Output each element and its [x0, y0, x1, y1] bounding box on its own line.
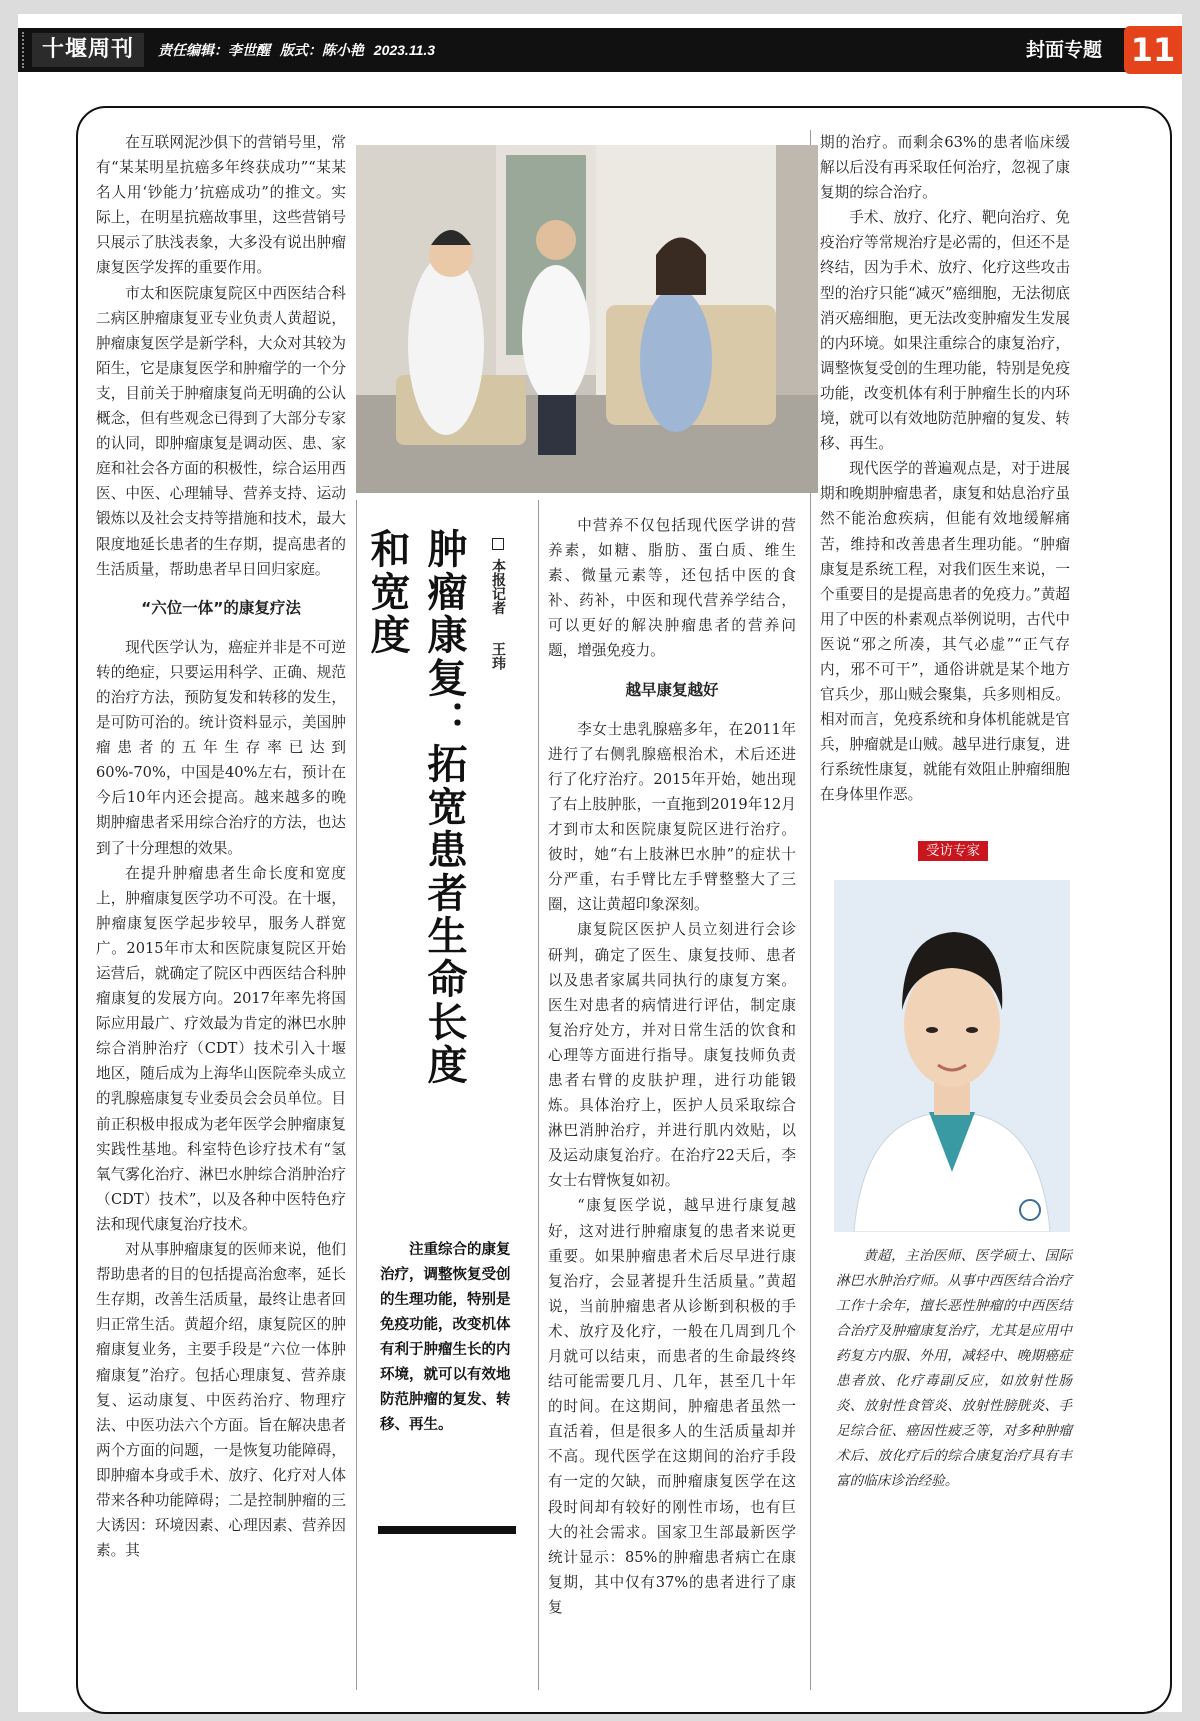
expert-tag: 受访专家 — [918, 841, 988, 861]
paragraph: 在互联网泥沙俱下的营销号里，常有“某某明星抗癌多年终获成功”“某某名人用‘钞能力’抗癌成功”的推文。实际上，在明星抗癌故事里，这些营销号只展示了肤浅表象，大多没有说出肿瘤康复医学发挥的重要作用。 — [96, 134, 346, 277]
page-number: 11 — [1124, 26, 1182, 74]
newspaper-page — [18, 14, 1182, 1712]
paragraph: 手术、放疗、化疗、靶向治疗、免疫治疗等常规治疗是必需的，但还不是终结，因为手术、放疗、化疗这些攻击型的治疗只能“减灭”癌细胞，无法彻底消灭癌细胞，更无法改变肿瘤发生发展的内环境。如果注重综合的康复治疗，调整恢复受创的生理功能，特别是免疫功能，改变机体有利于肿瘤生长的内环境，就可以有效地防范肿瘤的复发、转移、再生。 — [820, 209, 1070, 453]
article-column-4 — [820, 130, 1070, 808]
byline-box-icon — [492, 538, 504, 550]
paragraph: 期的治疗。而剩余63%的患者临床缓解以后没有再采取任何治疗，忽视了康复期的综合治疗。 — [820, 134, 1070, 202]
paragraph: 中营养不仅包括现代医学讲的营养素，如糖、脂肪、蛋白质、维生素、微量元素等，还包括中医的食补、药补，中医和现代营养学结合，可以更好的解决肿瘤患者的营养问题，增强免疫力。 — [548, 517, 796, 660]
header-meta — [158, 28, 441, 72]
paragraph: 现代医学认为，癌症并非是不可逆转的绝症，只要运用科学、正确、规范的治疗方法，预防复发和转移的发生，是可防可治的。统计资料显示，美国肿瘤患者的五年生存率已达到60%-70%，中国是40%左右，预计在今后10年内还会提高。越来越多的晚期肿瘤患者采用综合治疗的方法，也达到了十分理想的效果。 — [96, 638, 346, 857]
layout-credit: 版式：陈小艳 — [279, 42, 364, 58]
paragraph: 康复院区医护人员立刻进行会诊研判，确定了医生、康复技师、患者以及患者家属共同执行的康复方案。医生对患者的病情进行评估，制定康复治疗处方，并对日常生活的饮食和心理等方面进行指导。康复技师负责患者右臂的皮肤护理，进行功能锻炼。具体治疗上，医护人员采取综合淋巴消肿治疗，并进行肌内效贴，以及运动康复治疗。在治疗22天后，李女士右臂恢复如初。 — [548, 921, 796, 1190]
article-title: 肿瘤康复：拓宽患者生命长度和宽度 — [364, 528, 467, 1087]
consultation-photo-illustration — [356, 145, 818, 493]
consultation-photo — [356, 145, 818, 493]
paragraph: 李女士患乳腺癌多年，在2011年进行了右侧乳腺癌根治术，术后还进行了化疗治疗。2015年开始，她出现了右上肢肿胀，一直拖到2019年12月才到市太和医院康复院区进行治疗。彼时，她“右上肢淋巴水肿”的症状十分严重，右手臂比左手臂整整大了三圈，这让黄超印象深刻。 — [548, 720, 796, 914]
paragraph: 在提升肿瘤患者生命长度和宽度上，肿瘤康复医学功不可没。在十堰，肿瘤康复医学起步较早，服务人群宽广。2015年市太和医院康复院区开始运营后，就确定了院区中西医结合科肿瘤康复的发展方向。2017年率先将国际应用最广、疗效最为肯定的淋巴水肿综合消肿治疗（CDT）技术引入十堰地区，随后成为上海华山医院牵头成立的乳腺癌康复专业委员会会员单位。目前正积极申报成为老年医学会肿瘤康复实践性基地。科室特色诊疗技术有“氢氧气雾化治疗、淋巴水肿综合消肿治疗（CDT）技术”，以及各种中医特色疗法和现代康复治疗技术。 — [96, 864, 346, 1233]
issue-date: 2023.11.3 — [373, 42, 436, 58]
paragraph: 现代医学的普遍观点是，对于进展期和晚期肿瘤患者，康复和姑息治疗虽然不能治愈疾病，但能有效地缓解痛苦，维持和改善患者生理功能。“肿瘤康复是系统工程，对我们医生来说，一个重要目的是提高患者的免疫力。”黄超用了中医的朴素观点举例说明，古代中医说“邪之所凑，其气必虚”“正气存内，邪不可干”，通俗讲就是某个地方官兵少，那山贼会聚集，兵多则相反。相对而言，免疫系统和身体机能就是官兵，肿瘤就是山贼。越早进行康复，进行系统性康复，就能有效阻止肿瘤细胞在身体里作恶。 — [820, 460, 1070, 804]
header-dotted-rule — [22, 32, 26, 68]
editor-credit: 责任编辑：李世醒 — [158, 42, 270, 58]
paragraph: “康复医学说，越早进行康复越好，这对进行肿瘤康复的患者来说更重要。如果肿瘤患者术后尽早进行康复治疗，会显著提升生活质量。”黄超说，当前肿瘤患者从诊断到积极的手术、放疗及化疗，一般在几周到几个月就可以结束，而患者的生命最终终结可能需要几月、几年，甚至几十年的时间。在这期间，肿瘤患者虽然一直活着，但是很多人的生活质量却并不高。现代医学在这期间的治疗手段有一定的欠缺，而肿瘤康复医学在这段时间却有较好的刚性市场，也有巨大的社会需求。国家卫生部最新医学统计显示：85%的肿瘤患者病亡在康复期，其中仅有37%的患者进行了康复 — [548, 1197, 796, 1616]
pull-quote: 注重综合的康复治疗，调整恢复受创的生理功能，特别是免疫功能，改变机体有利于肿瘤生长的内环境，就可以有效地防范肿瘤的复发、转移、再生。 — [380, 1242, 511, 1433]
article-byline — [468, 538, 508, 758]
masthead-logo: 十堰周刊 — [32, 33, 144, 67]
article-column-1 — [96, 130, 346, 1563]
subheading-early-rehab: 越早康复越好 — [625, 680, 719, 699]
section-title: 封面专题 — [1025, 39, 1102, 61]
article-column-3 — [548, 513, 796, 1620]
column-divider — [356, 500, 357, 1690]
article-frame — [76, 106, 1172, 1714]
expert-portrait-illustration — [834, 880, 1070, 1232]
expert-portrait — [834, 880, 1070, 1232]
column-divider — [538, 500, 539, 1690]
byline-name: 王玮 — [490, 641, 506, 670]
byline-label: 本报记者 — [490, 558, 506, 615]
expert-bio: 黄超，主治医师、医学硕士、国际淋巴水肿治疗师。从事中西医结合治疗工作十余年，擅长恶性肿瘤的中西医结合治疗及肿瘤康复治疗，尤其是应用中药复方内服、外用，减轻中、晚期癌症患者放、化疗毒副反应，如放射性肠炎、放射性食管炎、放射性膀胱炎、手足综合征、癌因性疲乏等，对多种肿瘤术后、放化疗后的综合康复治疗具有丰富的临床诊治经验。 — [836, 1248, 1072, 1489]
pull-quote-bar — [378, 1526, 516, 1534]
paragraph: 对从事肿瘤康复的医师来说，他们帮助患者的目的包括提高治愈率，延长生存期，改善生活质量，最终让患者回归正常生活。黄超介绍，康复院区的肿瘤康复业务，主要手段是“六位一体肿瘤康复”治疗。包括心理康复、营养康复、运动康复、中医药治疗、物理疗法、中医功法六个方面。旨在解决患者两个方面的问题，一是恢复功能障碍，即肿瘤本身或手术、放疗、化疗对人体带来各种功能障碍；二是控制肿瘤的三大诱因：环境因素、心理因素、营养因素。其 — [96, 1241, 346, 1560]
subheading-six-in-one: “六位一体”的康复疗法 — [141, 598, 301, 617]
page-header — [18, 28, 1182, 72]
paragraph: 市太和医院康复院区中西医结合科二病区肿瘤康复亚专业负责人黄超说，肿瘤康复医学是新学科，大众对其较为陌生，它是康复医学和肿瘤学的一个分支，目前关于肿瘤康复尚无明确的公认概念，但有些观念已得到了大部分专家的认同，即肿瘤康复是调动医、患、家庭和社会各方面的积极性，综合运用西医、中医、心理辅导、营养支持、运动锻炼以及社会支持等措施和技术，最大限度地延长患者的生存期，提高患者的生活质量，帮助患者早日回归家庭。 — [96, 284, 346, 578]
